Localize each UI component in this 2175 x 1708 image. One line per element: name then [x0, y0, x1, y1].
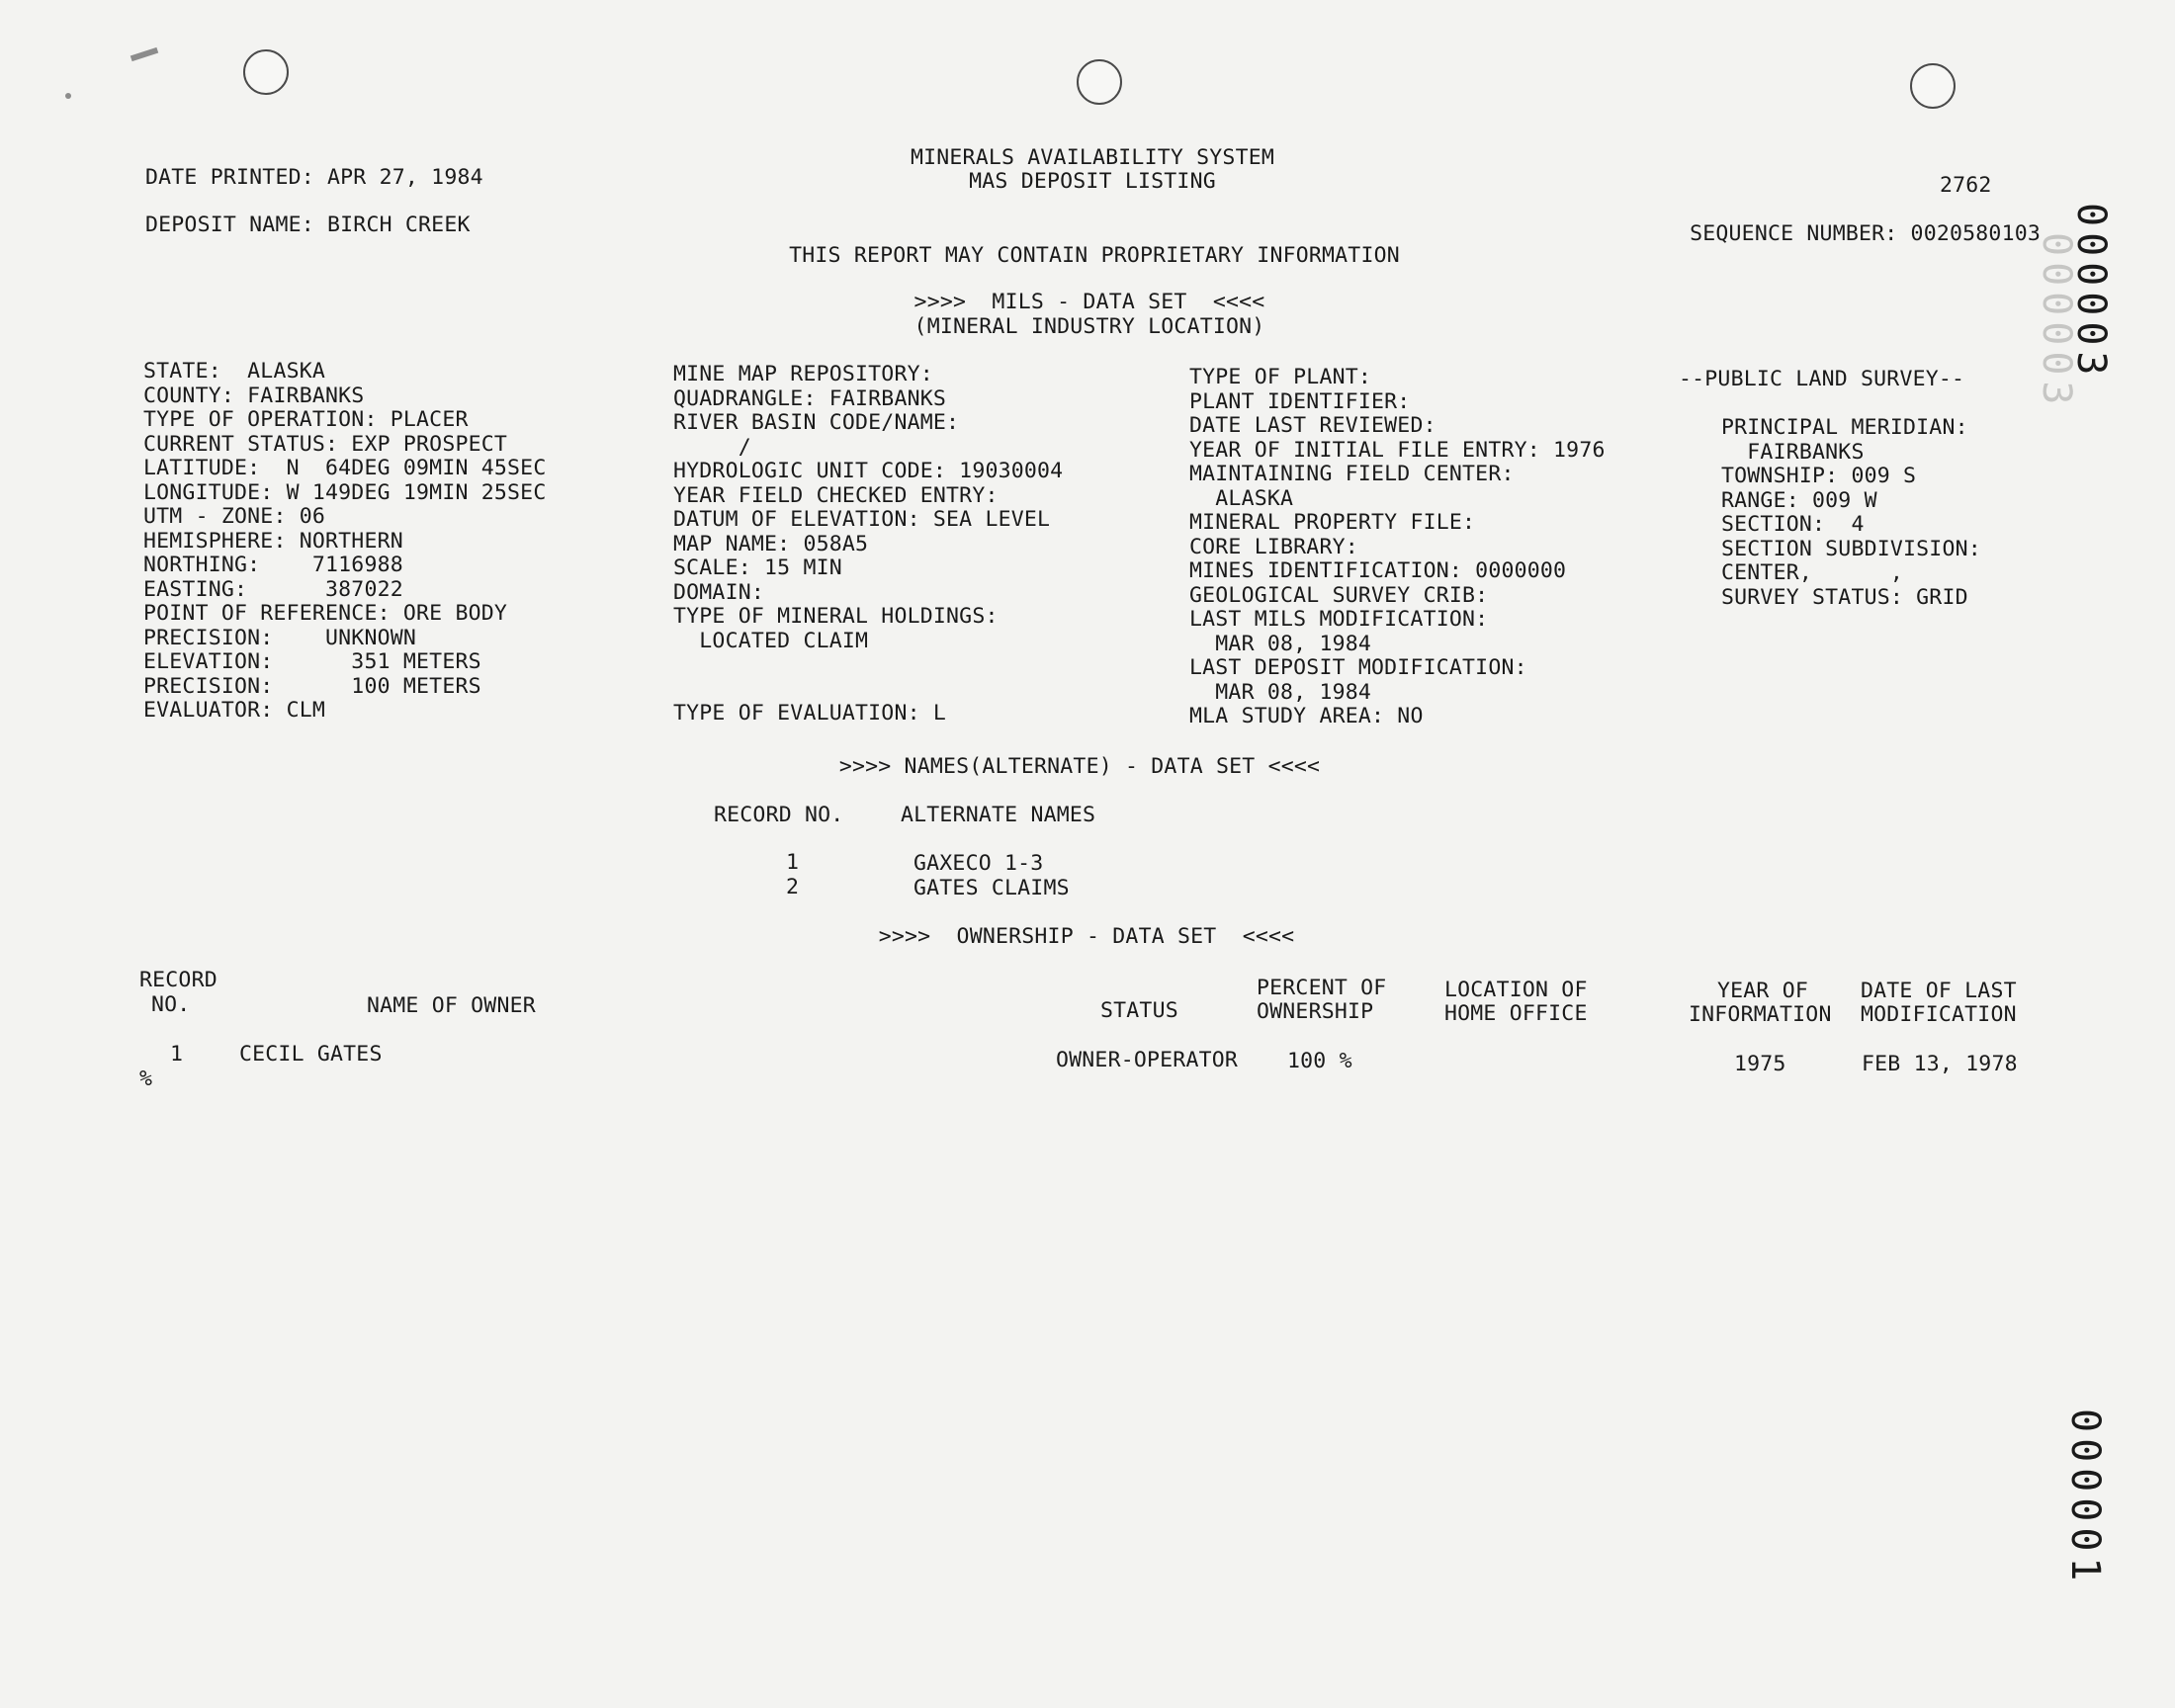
field-line: MINES IDENTIFICATION: 0000000	[1189, 558, 1567, 583]
field-line: NORTHING: 7116988	[143, 553, 403, 577]
field-line: RANGE: 009 W	[1721, 487, 1877, 513]
field-line: LONGITUDE: W 149DEG 19MIN 25SEC	[143, 479, 547, 505]
own-header-location: LOCATION OF	[1444, 978, 1588, 1002]
own-header-record-no: NO.	[151, 992, 191, 1017]
own-row-year: 1975	[1734, 1052, 1786, 1076]
field-line: YEAR OF INITIAL FILE ENTRY: 1976	[1189, 437, 1606, 463]
field-line: TOWNSHIP: 009 S	[1721, 464, 1917, 488]
field-line: LATITUDE: N 64DEG 09MIN 45SEC	[143, 456, 547, 480]
field-line: MAR 08, 1984	[1189, 679, 1372, 705]
field-line: TYPE OF OPERATION: PLACER	[143, 407, 469, 432]
own-header-percent: PERCENT OF	[1257, 976, 1387, 1000]
own-header-date-2: MODIFICATION	[1861, 1002, 2017, 1027]
field-line: DATE LAST REVIEWED:	[1189, 413, 1436, 438]
punch-hole-left	[243, 49, 289, 95]
names-col-names: ALTERNATE NAMES	[901, 803, 1096, 827]
field-line: TYPE OF MINERAL HOLDINGS:	[673, 604, 999, 629]
field-line: PLANT IDENTIFIER:	[1189, 388, 1411, 414]
field-line: COUNTY: FAIRBANKS	[143, 383, 365, 408]
field-line	[673, 653, 1063, 678]
names-row-name: GATES CLAIMS	[914, 876, 1070, 900]
mils-section-title: >>>> MILS - DATA SET <<<<	[914, 290, 1265, 314]
field-line: LOCATED CLAIM	[673, 628, 869, 653]
sequence-number: SEQUENCE NUMBER: 0020580103	[1690, 221, 2041, 246]
page-number: 2762	[1940, 173, 1992, 198]
field-line: CENTER, ,	[1721, 560, 1904, 585]
field-line: TYPE OF EVALUATION: L	[673, 701, 947, 726]
own-header-year-2: INFORMATION	[1689, 1002, 1832, 1027]
field-line: ALASKA	[1189, 485, 1294, 511]
field-line: SCALE: 15 MIN	[673, 555, 842, 580]
field-line: LAST DEPOSIT MODIFICATION:	[1189, 655, 1527, 680]
field-line: SECTION: 4	[1721, 512, 1865, 537]
field-line: HYDROLOGIC UNIT CODE: 19030004	[673, 459, 1064, 483]
field-line: STATE: ALASKA	[143, 359, 326, 384]
field-line: MAR 08, 1984	[1189, 631, 1372, 656]
field-line: DATUM OF ELEVATION: SEA LEVEL	[673, 507, 1051, 532]
proprietary-notice: THIS REPORT MAY CONTAIN PROPRIETARY INFORMATION	[789, 243, 1400, 268]
own-header-name: NAME OF OWNER	[367, 993, 536, 1018]
field-line: TYPE OF PLANT:	[1189, 365, 1372, 389]
own-header-date: DATE OF LAST	[1861, 979, 2017, 1003]
field-line: PRINCIPAL MERIDIAN:	[1721, 415, 1968, 440]
field-line: SECTION SUBDIVISION:	[1721, 536, 1981, 561]
date-printed: DATE PRINTED: APR 27, 1984	[145, 165, 483, 190]
punch-hole-right	[1910, 63, 1956, 109]
field-line: ELEVATION: 351 METERS	[143, 649, 481, 674]
field-line: MINERAL PROPERTY FILE:	[1189, 510, 1476, 535]
field-line: POINT OF REFERENCE: ORE BODY	[143, 601, 508, 626]
own-header-year: YEAR OF	[1717, 979, 1809, 1003]
own-row-name: CECIL GATES	[239, 1042, 383, 1067]
field-line: UTM - ZONE: 06	[143, 504, 326, 529]
system-title: MINERALS AVAILABILITY SYSTEM	[910, 145, 1275, 170]
field-line: /	[673, 434, 751, 460]
page-stamp-bottom: 000001	[2062, 1409, 2108, 1587]
own-row-date: FEB 13, 1978	[1862, 1052, 2018, 1076]
own-header-location-2: HOME OFFICE	[1444, 1001, 1588, 1026]
field-line: RIVER BASIN CODE/NAME:	[673, 410, 960, 435]
listing-title: MAS DEPOSIT LISTING	[969, 169, 1216, 194]
field-line: SURVEY STATUS: GRID	[1721, 584, 1968, 610]
field-line: DOMAIN:	[673, 579, 765, 605]
names-col-record: RECORD NO.	[714, 803, 844, 827]
names-row-name: GAXECO 1-3	[914, 851, 1044, 876]
own-trailer: %	[139, 1067, 153, 1091]
names-section-title: >>>> NAMES(ALTERNATE) - DATA SET <<<<	[838, 754, 1321, 779]
field-line: EASTING: 387022	[143, 576, 403, 602]
punch-hole-center	[1077, 59, 1122, 105]
names-row-no: 2	[786, 875, 800, 899]
field-line: MAINTAINING FIELD CENTER:	[1189, 462, 1515, 486]
field-line: QUADRANGLE: FAIRBANKS	[673, 385, 947, 411]
mils-column-map	[673, 363, 1063, 726]
field-line: FAIRBANKS	[1721, 439, 1865, 465]
field-line: MLA STUDY AREA: NO	[1189, 704, 1424, 728]
field-line	[1679, 392, 1981, 417]
page-stamp-top: 000003	[2068, 203, 2114, 382]
ownership-section-title: >>>> OWNERSHIP - DATA SET <<<<	[878, 924, 1295, 949]
mils-section-subtitle: (MINERAL INDUSTRY LOCATION)	[914, 314, 1265, 339]
field-line: PRECISION: 100 METERS	[143, 673, 481, 699]
deposit-name: DEPOSIT NAME: BIRCH CREEK	[145, 213, 471, 237]
own-row-status: OWNER-OPERATOR	[1056, 1048, 1239, 1072]
corner-mark	[130, 47, 158, 61]
mils-column-location	[143, 360, 546, 724]
speck-mark	[65, 93, 71, 99]
field-line: LAST MILS MODIFICATION:	[1189, 607, 1489, 632]
land-survey-heading: --PUBLIC LAND SURVEY--	[1679, 367, 1965, 391]
own-header-record: RECORD	[139, 968, 218, 992]
field-line: GEOLOGICAL SURVEY CRIB:	[1189, 582, 1489, 608]
field-line: CURRENT STATUS: EXP PROSPECT	[143, 431, 508, 457]
page-stamp-top-faint: 000003	[2034, 232, 2079, 411]
field-line: HEMISPHERE: NORTHERN	[143, 528, 403, 554]
mils-column-land-survey	[1679, 368, 1981, 610]
mils-column-plant	[1189, 366, 1606, 729]
own-header-status: STATUS	[1100, 998, 1178, 1023]
field-line: CORE LIBRARY:	[1189, 534, 1358, 559]
own-header-percent-2: OWNERSHIP	[1257, 999, 1374, 1024]
names-row-no: 1	[786, 850, 800, 875]
field-line: MINE MAP REPOSITORY:	[673, 362, 933, 386]
own-row-percent: 100 %	[1287, 1049, 1352, 1073]
field-line: YEAR FIELD CHECKED ENTRY:	[673, 482, 999, 508]
field-line: MAP NAME: 058A5	[673, 531, 869, 556]
field-line	[673, 678, 1063, 703]
field-line: EVALUATOR: CLM	[143, 698, 326, 723]
own-row-no: 1	[170, 1042, 184, 1067]
field-line: PRECISION: UNKNOWN	[143, 625, 417, 650]
